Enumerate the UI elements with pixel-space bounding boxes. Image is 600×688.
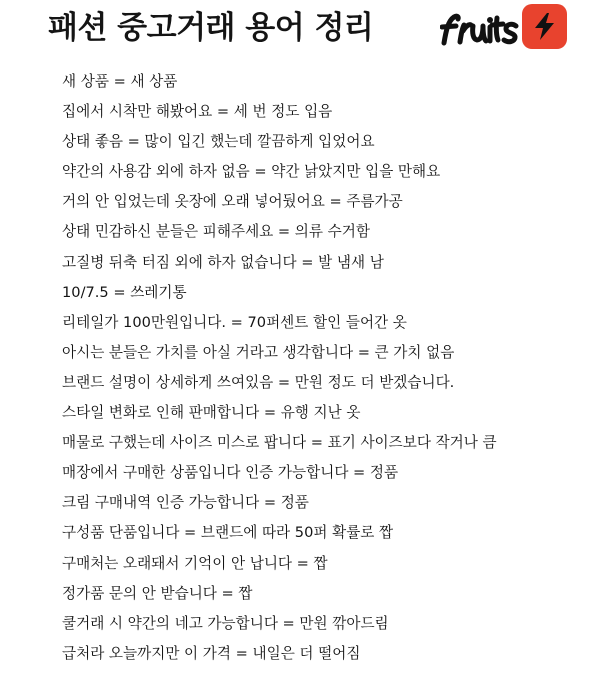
list-item: 구성품 단품입니다 = 브랜드에 따라 50퍼 확률로 짭 xyxy=(62,524,394,542)
fruits-logo-icon xyxy=(440,9,520,49)
list-item: 정가품 문의 안 받습니다 = 짭 xyxy=(62,584,253,602)
list-item: 집에서 시착만 해봤어요 = 세 번 정도 입음 xyxy=(62,103,333,121)
list-item: 구매처는 오래돼서 기억이 안 납니다 = 짭 xyxy=(62,554,328,572)
list-item: 리테일가 100만원입니다. = 70퍼센트 할인 들어간 옷 xyxy=(62,313,407,331)
list-item: 아시는 분들은 가치를 아실 거라고 생각합니다 = 큰 가치 없음 xyxy=(62,343,455,361)
list-item: 매물로 구했는데 사이즈 미스로 팝니다 = 표기 사이즈보다 작거나 큼 xyxy=(62,434,497,452)
list-item: 매장에서 구매한 상품입니다 인증 가능합니다 = 정품 xyxy=(62,464,399,482)
list-item: 새 상품 = 새 상품 xyxy=(62,73,178,90)
header xyxy=(0,0,600,58)
page-title: 패션 중고거래 용어 정리 xyxy=(48,10,374,46)
list-item: 거의 안 입었는데 옷장에 오래 넣어뒀어요 = 주름가공 xyxy=(62,193,403,211)
list-item: 스타일 변화로 인해 판매합니다 = 유행 지난 옷 xyxy=(62,404,361,422)
list-item: 크림 구매내역 인증 가능합니다 = 정품 xyxy=(62,494,309,512)
brand-logo xyxy=(440,9,520,49)
list-item: 약간의 사용감 외에 하자 없음 = 약간 낡았지만 입을 만해요 xyxy=(62,163,441,181)
term-list xyxy=(62,67,497,669)
list-item: 상태 민감하신 분들은 피해주세요 = 의류 수거함 xyxy=(62,223,370,241)
lightning-bolt-icon xyxy=(531,12,558,41)
list-item: 브랜드 설명이 상세하게 쓰여있음 = 만원 정도 더 받겠습니다. xyxy=(62,373,455,391)
list-item: 상태 좋음 = 많이 입긴 했는데 깔끔하게 입었어요 xyxy=(62,133,375,151)
list-item: 고질병 뒤축 터짐 외에 하자 없습니다 = 발 냄새 남 xyxy=(62,253,384,271)
list-item: 급처라 오늘까지만 이 가격 = 내일은 더 떨어짐 xyxy=(62,644,361,662)
app-icon xyxy=(522,4,567,49)
list-item: 10/7.5 = 쓰레기통 xyxy=(62,283,187,301)
list-item: 쿨거래 시 약간의 네고 가능합니다 = 만원 깎아드림 xyxy=(62,614,389,632)
